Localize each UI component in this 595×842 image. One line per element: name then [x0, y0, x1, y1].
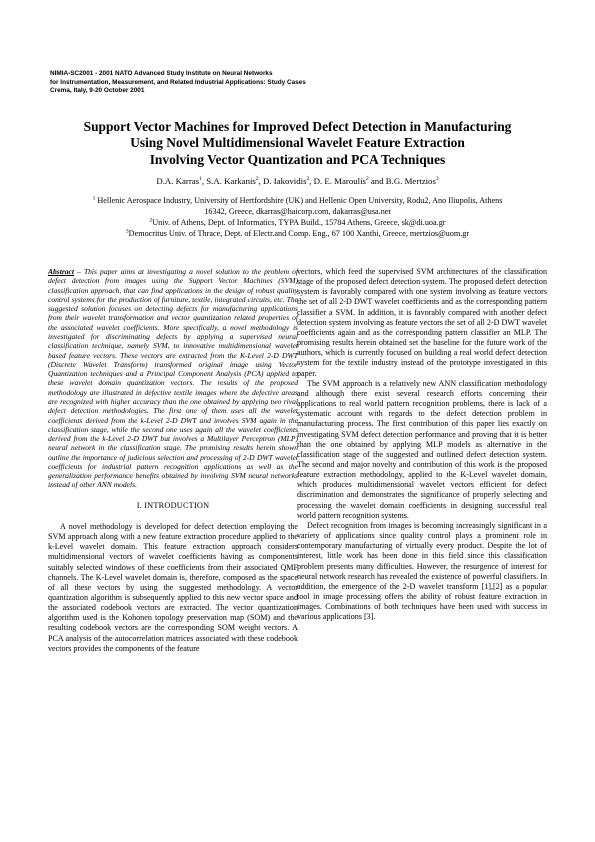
affiliation-3 [45, 228, 550, 239]
affiliation-text: Hellenic Aerospace Industry, University of Hertfordshire (UK) and Hellenic Open University, Rodu2, Ano Iliupolis, Athens [95, 196, 503, 205]
body-paragraph: Defect recognition from images is becoming increasingly significant in a variety of applications since quality control plays a prominent role in contemporary manufacturing of virtually every product. Despite the lot of interest, little work has been done in this field since this classification problem presents many difficulties. However, the resurgence of interest for neural network research has revealed the existence of powerful classifiers. In addition, the emergence of the 2-D wavelet transform [1],[2] as a popular tool in image processing offers the ability of robust feature extraction in images. Combinations of both techniques have been used with success in various applications [3]. [297, 520, 547, 622]
affiliation-text: Democritus Univ. of Thrace, Dept. of Electr.and Comp. Eng., 67 100 Xanthi, Greece, mertzios@uom.gr [128, 229, 470, 238]
abstract [48, 267, 298, 490]
author-affiliation-mark: 2 [365, 176, 369, 183]
author-name: and B.G. Mertzios [368, 176, 436, 186]
conference-header [50, 70, 470, 96]
author-affiliation-mark: 2 [255, 176, 259, 183]
affiliation-text: Univ. of Athens, Dept. of Informatics, TYPA Build., 15784 Athens, Greece, sk@di.uoa.gr [152, 218, 446, 227]
affiliation-2 [45, 217, 550, 228]
affiliations [45, 195, 550, 239]
intro-paragraph: A novel methodology is developed for defect detection employing the SVM approach along with a new feature extraction procedure applied to the k-Level wavelet domain. This feature extraction approach considers multidimensional vectors of wavelet coefficients having as components suitably selected windows of these coefficients from their associated QMF channels. The K-Level wavelet domain is, therefore, composed as the space of all these vectors by using the suggested methodology. A vector quantization algorithm is subsequently applied to this new vector space and the associated codebook vectors are extracted. The vector quantization algorithm used is the Kohonen topology preservation map (SOM) and the resulting codebook vectors are the corresponding SOM weight vectors. A PCA analysis of the autocorrelation matrices associated with these codebook vectors provides the components of the feature [48, 521, 298, 653]
paper-title-line: Support Vector Machines for Improved Defect Detection in Manufacturing [83, 119, 512, 134]
author-name: , D. E. Maroulis [309, 176, 366, 186]
affiliation-mark: 2 [149, 217, 153, 224]
author-affiliation-mark: 1 [199, 176, 202, 183]
author-name: D.A. Karras [156, 176, 200, 186]
abstract-text: – This paper aims at investigating a novel solution to the problem of defect detection from images using the Support Vector Machines (SVM) classification approach, that can find applications in the design of robust quality control systems for the production of furniture, textile, integrated circuits, etc. The suggested solution focuses on detecting defects for manufacturing applications from their wavelet transformation and vector quantization related properties of the associated wavelet coefficients. More specifically, a novel methodology is investigated for discriminating defects by applying a supervised neural classification technique, namely SVM, to innovative multidimensional wavelet based feature vectors. These vectors are extracted from the K-Level 2-D DWT (Discrete Wavelet Transform) transformed original image using Vector Quantization techniques and a Principal Component Analysis (PCA) applied to these wavelet domain quantization vectors. The results of the proposed methodology are illustrated in defective textile images where the defective areas are recognized with higher accuracy than the one obtained by applying two rival defect detection methodologies. The first one of them uses all the wavelet coefficients derived from the k-Level 2-D DWT and involves SVM again in the classification stage, while the second one uses again all the wavelet coefficients derived from the k-Level 2-D DWT but involves a Multilayer Perceptron (MLP) neural network in the classification stage. The promising results herein shown outline the importance of judicious selection and processing of 2-D DWT wavelet coefficients for industrial pattern recognition applications as well as the generalization performance benefits obtained by involving SVM neural networks instead of other ANN models. [48, 267, 298, 490]
conference-header-line: Crema, Italy, 9-20 October 2001 [50, 87, 145, 95]
body-paragraph: The SVM approach is a relatively new ANN classification methodology and although there exist several research efforts concerning their applications to real world pattern recognition problems, there is lack of a systematic account with regards to the defect detection problem in manufacturing process. The first contribution of this paper lies exactly on investigating SVM defect detection performance and proving that it is better than the one obtained by applying MLP models as alternative in the classification stage of the suggested and outlined defect detection system. The second and major novelty and contribution of this work is the proposed feature extraction methodology, applied to the K-Level wavelet domain, which produces multidimensional wavelet vectors efficient for defect discrimination and demonstrates the significance of properly selecting and processing the wavelet domain coefficients in designing successful real world pattern recognition systems. [297, 378, 547, 520]
affiliation-1 [45, 195, 550, 206]
paper-title-line: Using Novel Multidimensional Wavelet Feature Extraction [130, 135, 465, 151]
affiliation-mark: 3 [125, 228, 129, 235]
paper-title [40, 119, 555, 168]
section-heading-introduction: I. INTRODUCTION [136, 500, 210, 510]
affiliation-1-cont: 16342, Greece, dkarras@haicorp.com, dakarras@usa.net [204, 207, 391, 216]
affiliation-mark: 1 [92, 195, 96, 202]
right-column [297, 267, 547, 622]
abstract-label: Abstract [48, 267, 74, 276]
conference-header-line: for Instrumentation, Measurement, and Related Industrial Applications: Study Cases [50, 78, 306, 86]
author-name: , D. Iakovidis [258, 176, 307, 186]
paper-title-line: Involving Vector Quantization and PCA Techniques [149, 151, 446, 167]
conference-header-line: NIMIA-SC2001 - 2001 NATO Advanced Study Institute on Neural Networks [50, 70, 273, 77]
author-name: , S.A. Karkanis [201, 176, 256, 186]
body-paragraph: vectors, which feed the supervised SVM architectures of the classification stage of the proposed defect detection system. The proposed defect detection system is favorably compared with one system involving as feature vectors the set of all 2-D DWT wavelet coefficients and as the corresponding pattern classifier a SVM. In addition, it is favorably compared with another defect detection system involving as feature vectors the set of all 2-D DWT wavelet coefficients again and as the corresponding pattern classifier an MLP. The promising results herein obtained set the baseline for the future work of the authors, which is currently focused on building a real world defect detection system for the textile industry instead of the prototype investigated in this paper. [297, 267, 547, 378]
author-list [40, 176, 555, 187]
author-affiliation-mark: 2 [306, 176, 310, 183]
author-affiliation-mark: 3 [435, 176, 439, 183]
left-column [48, 267, 298, 654]
